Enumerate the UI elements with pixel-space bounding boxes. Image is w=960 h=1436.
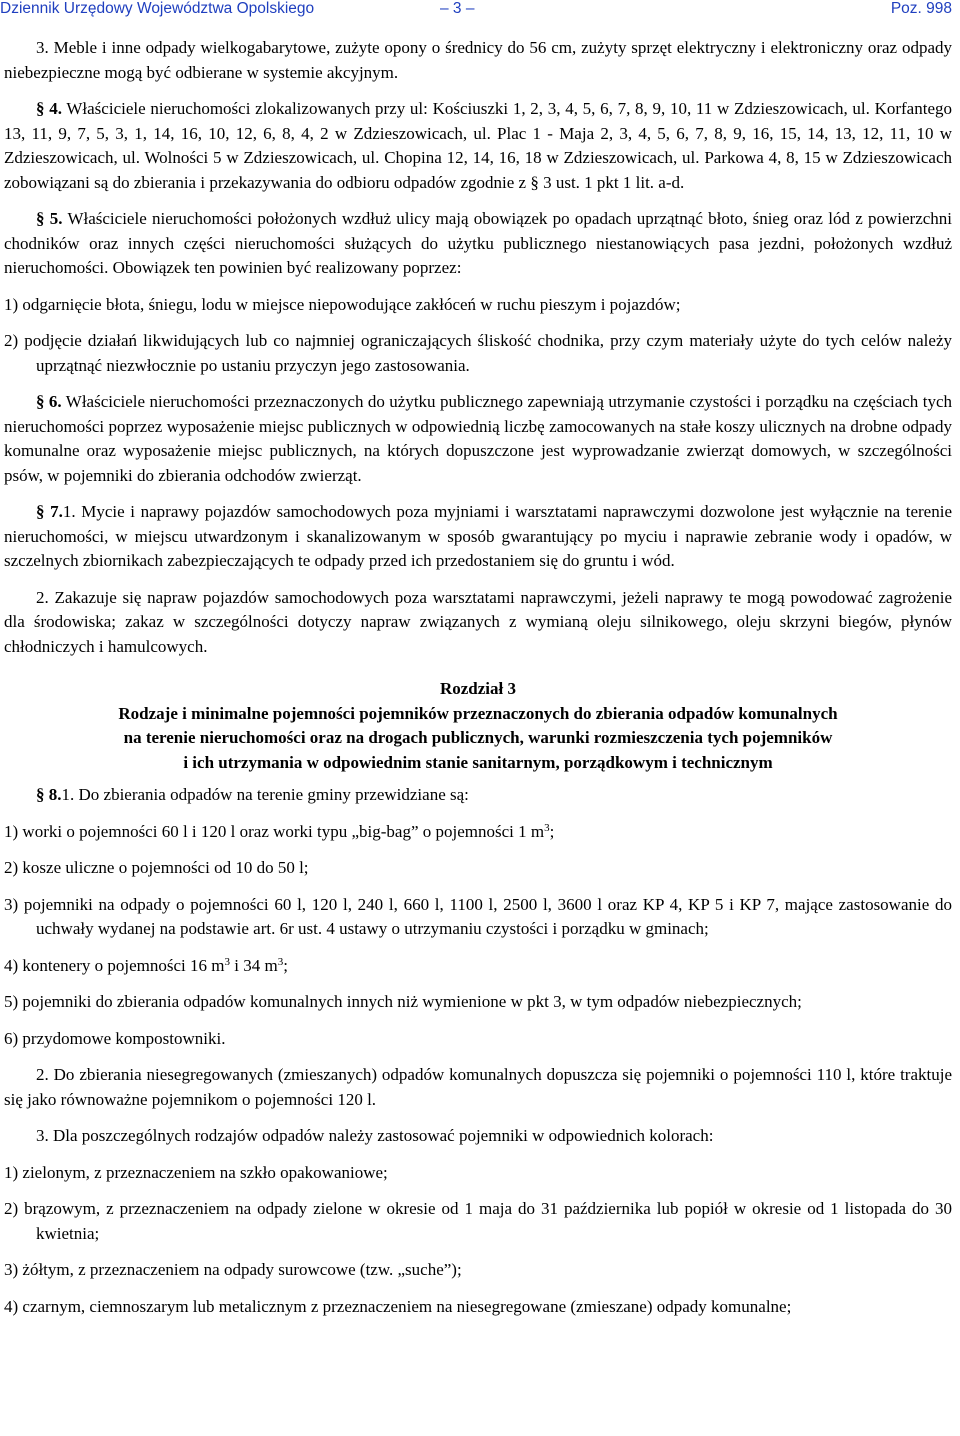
section-6-text: Właściciele nieruchomości przeznaczonych do użytku publicznego zapewniają utrzymanie czystości i porządku na częściach tych nieruchomości poprzez wyposażenie miejsc publicznych w odpowiednią liczbę zamocowanych na stałe koszy ulicznych na drobne odpady komunalne oraz wyposażenie miejsc publicznych, na których dopuszczone jest wyprowadzanie zwierząt domowych, w szczególności psów, w pojemniki do zbierania odchodów zwierząt. <box>4 392 952 485</box>
position-number: Poz. 998 <box>890 0 952 17</box>
section-8-item-3: 3) pojemniki na odpady o pojemności 60 l, 120 l, 240 l, 660 l, 1100 l, 2500 l, 3600 l oraz KP 4, KP 5 i KP 7, mające zastosowanie do uchwały wydanej na podstawie art. 6r ust. 4 ustawy o utrzymaniu czystości i porządku w gminach; <box>4 894 952 938</box>
page-header <box>0 0 952 22</box>
section-4-number: § 4. <box>36 99 62 118</box>
journal-title: Dziennik Urzędowy Województwa Opolskiego <box>0 0 315 17</box>
paragraph-3-bulky-waste: 3. Meble i inne odpady wielkogabarytowe, zużyte opony o średnicy do 56 cm, zużyty sprzęt elektryczny i elektroniczny oraz odpady niebezpieczne mogą być odbierane w systemie akcyjnym. <box>4 38 952 82</box>
chapter-label: Rozdział 3 <box>439 679 517 698</box>
section-7 <box>4 500 952 574</box>
section-8-item-4: 4) kontenery o pojemności 16 $m^3$ i 34 $m^3$; <box>4 955 288 975</box>
section-5-item-2: 2) podjęcie działań likwidujących lub co najmniej ograniczających śliskość chodnika, przy czym materiały użyte do tych celów należy uprzątnąć niezwłocznie po ustaniu przyczyn jego zastosowania. <box>4 331 952 375</box>
document-body <box>4 36 952 1319</box>
section-7-text: 1. Mycie i naprawy pojazdów samochodowych poza myjniami i warsztatami naprawczymi dozwolone jest wyłącznie na terenie nieruchomości, w miejscu utwardzonym i skanalizowanym w sposób gwarantujący po myciu i naprawie zebranie wody i opadów, w szczelnych zbiornikach zabezpieczających te odpady przed ich przedostaniem się do gruntu i wód. <box>4 502 952 570</box>
section-8 <box>4 783 952 808</box>
section-4-text: Właściciele nieruchomości zlokalizowanych przy ul: Kościuszki 1, 2, 3, 4, 5, 6, 7, 8, 9, 10, 11 w Zdzieszowicach, ul. Korfantego 13, 11, 9, 7, 5, 3, 1, 14, 16, 10, 12, 6, 8, 4, 2 w Zdzieszowicach, ul. Plac 1 - Maja 2, 3, 4, 5, 6, 7, 8, 9, 16, 15, 14, 13, 12, 11, 10 w Zdzieszowicach, ul. Wolności 5 w Zdzieszowicach, ul. Chopina 12, 14, 16, 18 w Zdzieszowicach, ul. Parkowa 4, 8, 15 w Zdzieszowicach zobowiązani są do zbierania i przekazywania do odbioru odpadów zgodnie z § 3 ust. 1 pkt 1 lit. a-d. <box>4 99 952 192</box>
chapter-title-line-3: i ich utrzymania w odpowiednim stanie sanitarnym, porządkowym i technicznym <box>183 752 773 772</box>
section-5-text: Właściciele nieruchomości położonych wzdłuż ulicy mają obowiązek po opadach uprzątnąć błoto, śnieg oraz lód z powierzchni chodników oraz innych części nieruchomości służących do użytku publicznego niestanowiących pasa jezdni, położonych wzdłuż nieruchomości. Obowiązek ten powinien być realizowany poprzez: <box>4 209 953 277</box>
section-8-paragraph-3: 3. Dla poszczególnych rodzajów odpadów należy zastosować pojemniki w odpowiednich kolorach: <box>36 1126 714 1145</box>
section-8-item-6: 6) przydomowe kompostowniki. <box>4 1028 226 1048</box>
color-item-brown: 2) brązowym, z przeznaczeniem na odpady zielone w okresie od 1 maja do 31 października lub popiół w okresie od 1 listopada do 30 kwietnia; <box>4 1199 952 1243</box>
section-6 <box>4 390 952 488</box>
section-8-item-2: 2) kosze uliczne o pojemności od 10 do 50 l; <box>4 858 309 877</box>
color-item-yellow: 3) żółtym, z przeznaczeniem na odpady surowcowe (tzw. „suche”); <box>4 1260 462 1279</box>
chapter-3-heading <box>4 677 952 775</box>
section-4 <box>4 97 952 195</box>
section-7-paragraph-2: 2. Zakazuje się napraw pojazdów samochodowych poza warsztatami naprawczymi, jeżeli naprawy te mogą powodować zagrożenie dla środowiska; zakaz w szczególności dotyczy napraw związanych z wymianą oleju silnikowego, oleju skrzyni biegów, płynów chłodniczych i hamulcowych. <box>4 587 952 656</box>
section-5 <box>4 207 952 281</box>
section-8-intro: 1. Do zbierania odpadów na terenie gminy przewidziane są: <box>61 785 469 804</box>
section-8-number: § 8. <box>36 785 62 804</box>
section-8-paragraph-2: 2. Do zbierania niesegregowanych (zmieszanych) odpadów komunalnych dopuszcza się pojemniki o pojemności 110 l, które traktuje się jako równoważne pojemnikom o pojemności 120 l. <box>4 1065 952 1109</box>
chapter-title-line-2: na terenie nieruchomości oraz na drogach publicznych, warunki rozmieszczenia tych pojemników <box>123 728 833 747</box>
section-8-item-5: 5) pojemniki do zbierania odpadów komunalnych innych niż wymienione w pkt 3, w tym odpadów niebezpiecznych; <box>4 992 802 1011</box>
section-7-number: § 7. <box>36 502 63 521</box>
section-6-number: § 6. <box>36 392 62 411</box>
section-8-item-1: 1) worki o pojemności 60 l i 120 l oraz worki typu „big-bag” o pojemności 1 $m^3$; <box>4 821 555 841</box>
section-5-number: § 5. <box>36 209 63 228</box>
color-item-black: 4) czarnym, ciemnoszarym lub metalicznym z przeznaczeniem na niesegregowane (zmieszane) odpady komunalne; <box>4 1296 792 1316</box>
color-item-green: 1) zielonym, z przeznaczeniem na szkło opakowaniowe; <box>4 1162 388 1182</box>
section-5-item-1: 1) odgarnięcie błota, śniegu, lodu w miejsce niepowodujące zakłóceń w ruchu pieszym i pojazdów; <box>4 294 681 314</box>
chapter-title-line-1: Rodzaje i minimalne pojemności pojemników przeznaczonych do zbierania odpadów komunalnych <box>118 703 838 723</box>
page-number: – 3 – <box>440 0 475 17</box>
